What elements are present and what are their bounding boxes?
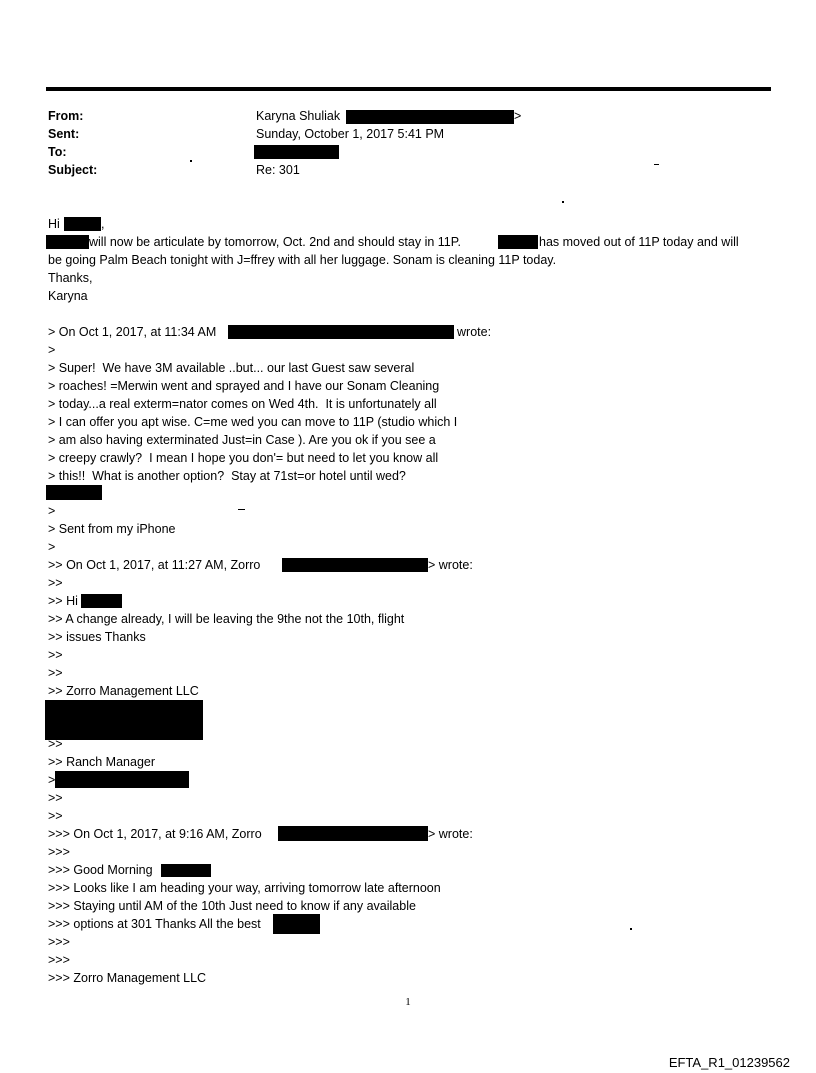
quote-line: >	[48, 773, 56, 787]
redaction-block	[498, 235, 538, 249]
quote-line: >>> Zorro Management LLC	[48, 971, 207, 985]
quote-line: >	[48, 504, 56, 518]
redaction-block	[161, 864, 211, 877]
quote-line: >> issues Thanks	[48, 630, 146, 644]
redaction-block	[228, 325, 454, 339]
stray-mark	[654, 164, 659, 165]
body-text: has moved out of 11P today and will	[539, 235, 739, 249]
quote-header-tail: wrote:	[457, 325, 492, 339]
body-text: will now be articulate by tomorrow, Oct. 2nd and should stay in 11P.	[89, 235, 461, 249]
redaction-block	[64, 217, 101, 231]
quote-line: >>> Looks like I am heading your way, arriving tomorrow late afternoon	[48, 881, 441, 895]
redaction-block	[282, 558, 428, 572]
quote-line: >	[48, 540, 56, 554]
quote-header: > On Oct 1, 2017, at 11:34 AM	[48, 325, 217, 339]
quote-line: > I can offer you apt wise. C=me wed you can move to 11P (studio which I	[48, 415, 458, 429]
stray-mark	[562, 201, 564, 203]
quote-line: >>	[48, 737, 63, 751]
quote-line: >>	[48, 576, 63, 590]
redaction-block	[46, 235, 89, 249]
quote-line: >>> Good Morning	[48, 863, 153, 877]
quote-line: >>> Staying until AM of the 10th Just need to know if any available	[48, 899, 416, 913]
quote-header-tail: > wrote:	[428, 827, 473, 841]
quote-line: >> Hi	[48, 594, 78, 608]
quote-line: > today...a real exterm=nator comes on Wed 4th. It is unfortunately all	[48, 397, 437, 411]
to-label: To:	[48, 145, 67, 159]
quote-line: >	[48, 343, 56, 357]
subject-label: Subject:	[48, 163, 98, 177]
closing: Thanks,	[48, 271, 93, 285]
greeting: Hi	[48, 217, 60, 231]
quote-header: >>> On Oct 1, 2017, at 9:16 AM, Zorro	[48, 827, 262, 841]
quote-line: >>>	[48, 845, 70, 859]
stray-mark	[238, 509, 245, 510]
quote-line: > creepy crawly? I mean I hope you don'= but need to let you know all	[48, 451, 439, 465]
quote-line: >>>	[48, 935, 70, 949]
page-number: 1	[405, 996, 411, 1008]
quote-line: >> A change already, I will be leaving the 9the not the 10th, flight	[48, 612, 405, 626]
greeting-comma: ,	[101, 217, 105, 231]
redaction-block	[254, 145, 339, 159]
quote-line: > roaches! =Merwin went and sprayed and I have our Sonam Cleaning	[48, 379, 440, 393]
redaction-block	[55, 771, 189, 788]
quote-header: >> On Oct 1, 2017, at 11:27 AM, Zorro	[48, 558, 261, 572]
quote-line: >>	[48, 791, 63, 805]
redaction-block	[278, 826, 428, 841]
quote-line: >>> options at 301 Thanks All the best	[48, 917, 261, 931]
quote-line: >>	[48, 648, 63, 662]
redaction-block	[46, 485, 102, 500]
sent-label: Sent:	[48, 127, 80, 141]
quote-line: >> Zorro Management LLC	[48, 684, 199, 698]
from-suffix: >	[514, 109, 522, 123]
quote-line: > am also having exterminated Just=in Case ). Are you ok if you see a	[48, 433, 436, 447]
document-id: EFTA_R1_01239562	[668, 1055, 790, 1070]
quote-line: >>>	[48, 953, 70, 967]
stray-mark	[190, 160, 192, 162]
from-label: From:	[48, 109, 84, 123]
subject-value: Re: 301	[256, 163, 300, 177]
header-rule	[46, 87, 771, 91]
quote-line: > this!! What is another option? Stay at 71st=or hotel until wed?	[48, 469, 406, 483]
redaction-block	[81, 594, 122, 608]
quote-line: >> Ranch Manager	[48, 755, 156, 769]
redaction-block	[45, 700, 203, 740]
quote-line: > Super! We have 3M available ..but... our last Guest saw several	[48, 361, 415, 375]
quote-line: >>	[48, 809, 63, 823]
redaction-block	[273, 914, 320, 934]
body-text: be going Palm Beach tonight with J=ffrey with all her luggage. Sonam is cleaning 11P today.	[48, 253, 557, 267]
stray-mark	[630, 928, 632, 930]
quote-line: >>	[48, 666, 63, 680]
from-value: Karyna Shuliak	[256, 109, 341, 123]
quote-header-tail: > wrote:	[428, 558, 473, 572]
quote-line: > Sent from my iPhone	[48, 522, 176, 536]
sent-value: Sunday, October 1, 2017 5:41 PM	[256, 127, 445, 141]
signature: Karyna	[48, 289, 88, 303]
redaction-block	[346, 110, 514, 124]
